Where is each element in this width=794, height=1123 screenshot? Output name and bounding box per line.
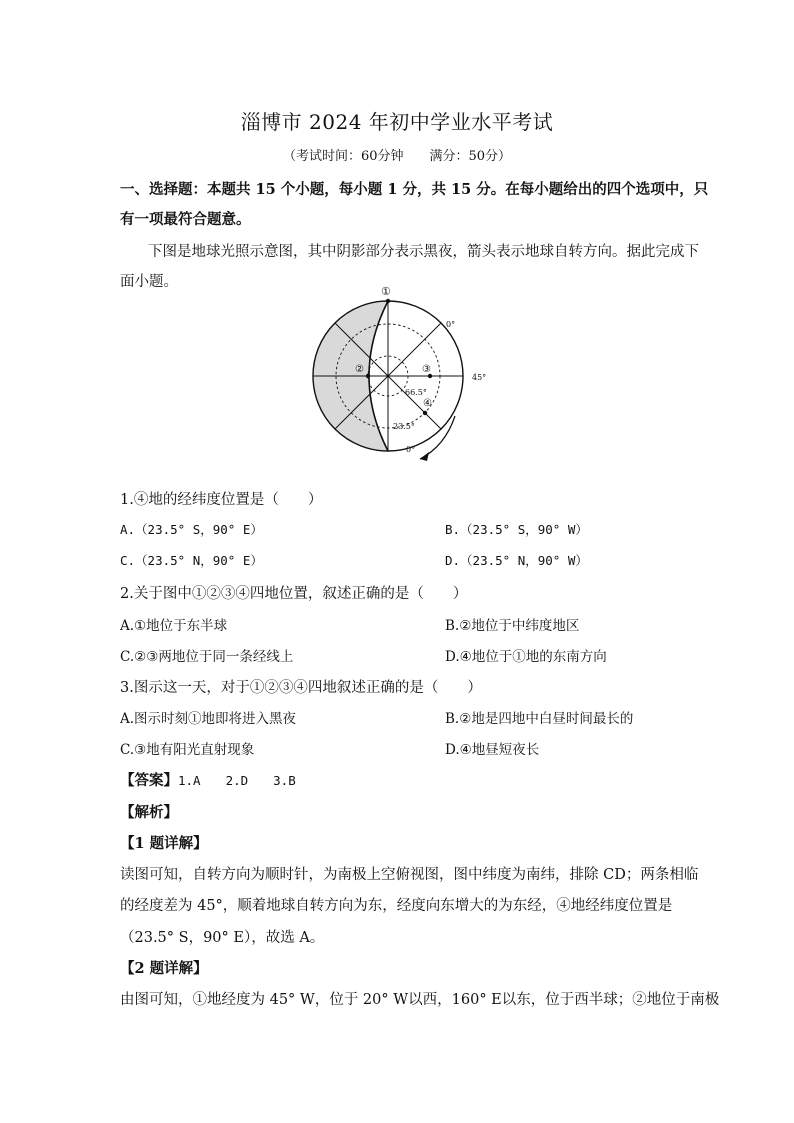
q2-option-a: A.①地位于东半球 xyxy=(120,618,228,634)
label-0-top: 0° xyxy=(446,320,456,329)
q3-option-c: C.③地有阳光直射现象 xyxy=(120,742,255,758)
q3-option-a: A.图示时刻①地即将进入黑夜 xyxy=(120,711,297,727)
detail1-line1: 读图可知，自转方向为顺时针，为南极上空俯视图，图中纬度为南纬，排除 CD；两条相临 xyxy=(120,867,699,883)
detail1-line2: 的经度差为 45°，顺着地球自转方向为东，经度向东增大的为东经，④地经纬度位置是 xyxy=(120,898,673,914)
q1-stem: 1.④地的经纬度位置是（ ） xyxy=(120,492,323,508)
earth-illumination-figure xyxy=(300,285,500,456)
intro-line2: 面小题。 xyxy=(120,274,178,290)
q2-stem: 2.关于图中①②③④四地位置，叙述正确的是（ ） xyxy=(120,586,468,602)
label-23-5: 23.5° xyxy=(393,422,415,431)
section-heading-line2: 有一项最符合题意。 xyxy=(120,211,251,228)
label-2: ② xyxy=(355,364,364,375)
rotation-arrowhead xyxy=(420,452,429,461)
q2-option-c: C.②③两地位于同一条经线上 xyxy=(120,649,294,665)
intro-line1: 下图是地球光照示意图，其中阴影部分表示黑夜，箭头表示地球自转方向。据此完成下 xyxy=(148,244,699,260)
q3-option-d: D.④地昼短夜长 xyxy=(445,742,540,758)
q2-option-d: D.④地位于①地的东南方向 xyxy=(445,649,607,665)
point-2-dot xyxy=(366,374,370,378)
answer-line xyxy=(120,769,296,790)
label-45: 45° xyxy=(472,373,487,382)
label-3: ③ xyxy=(422,364,431,375)
point-4-dot xyxy=(423,411,427,415)
detail1-line3: （23.5° S，90° E），故选 A。 xyxy=(120,930,325,946)
label-0-bottom: 0° xyxy=(406,445,416,454)
q3-stem: 3.图示这一天，对于①②③④四地叙述正确的是（ ） xyxy=(120,680,482,696)
q1-option-b: B.（23.5° S，90° W） xyxy=(445,522,588,537)
detail2-label: 【2 题详解】 xyxy=(120,960,208,977)
exam-subtitle: （考试时间：60分钟 满分：50分） xyxy=(282,149,512,164)
label-4: ④ xyxy=(423,398,432,409)
q3-option-b: B.②地是四地中白昼时间最长的 xyxy=(445,711,634,727)
answer-label: 【答案】 xyxy=(120,772,178,789)
label-66-5: 66.5° xyxy=(405,388,427,397)
q1-option-d: D.（23.5° N，90° W） xyxy=(445,553,588,568)
q1-option-c: C.（23.5° N，90° E） xyxy=(120,553,263,568)
detail2-line1: 由图可知，①地经度为 45° W，位于 20° W以西，160° E以东，位于西半球；②地位于南极 xyxy=(120,992,720,1008)
q1-option-a: A.（23.5° S，90° E） xyxy=(120,522,263,537)
page-title: 淄博市 2024 年初中学业水平考试 xyxy=(240,110,554,134)
q2-option-b: B.②地位于中纬度地区 xyxy=(445,618,580,634)
rotation-arrow xyxy=(420,416,455,459)
section-heading-line1: 一、选择题：本题共 15 个小题，每小题 1 分，共 15 分。在每小题给出的四个选项中，只 xyxy=(120,181,709,198)
label-1: ① xyxy=(381,285,391,298)
point-1-dot xyxy=(386,299,390,303)
answer-text: 1.A 2.D 3.B xyxy=(178,773,296,788)
analysis-label: 【解析】 xyxy=(120,804,178,821)
detail1-label: 【1 题详解】 xyxy=(120,835,208,852)
